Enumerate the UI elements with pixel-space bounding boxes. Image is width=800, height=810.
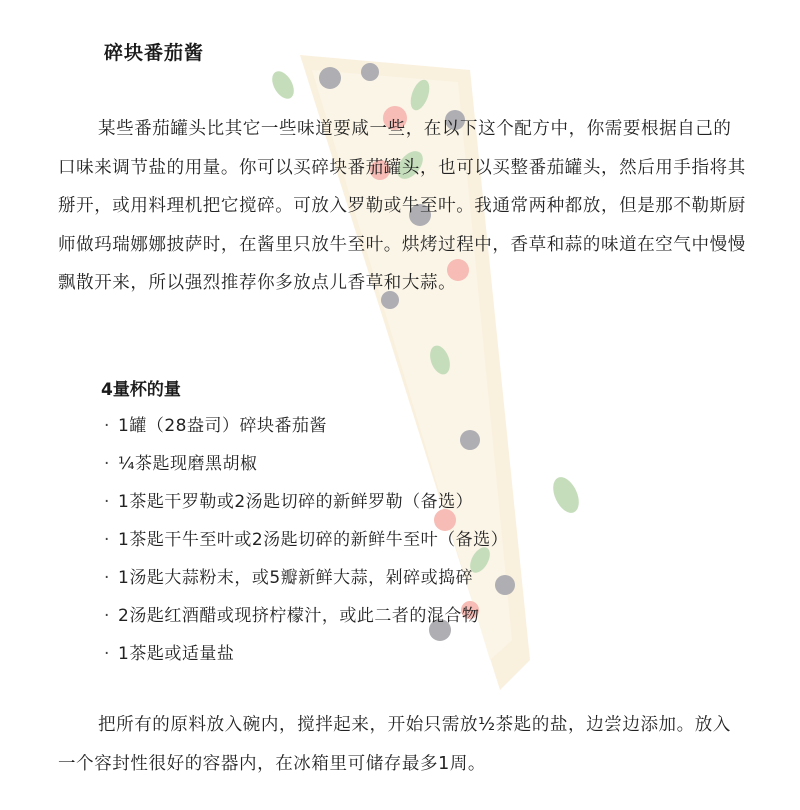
bullet-icon: · <box>104 416 110 436</box>
ingredient-item <box>104 445 508 483</box>
ingredient-text: 2汤匙红酒醋或现挤柠檬汁，或此二者的混合物 <box>118 606 480 626</box>
intro-paragraph: 某些番茄罐头比其它一些味道要咸一些，在以下这个配方中，你需要根据自己的口味来调节盐的用量。你可以买碎块番茄罐头，也可以买整番茄罐头，然后用手指将其掰开，或用料理机把它搅碎。可放入罗勒或牛至叶。我通常两种都放，但是那不勒斯厨师做玛瑞娜娜披萨时，在酱里只放牛至叶。烘烤过程中，香草和蒜的味道在空气中慢慢飘散开来，所以强烈推荐你多放点儿香草和大蒜。 <box>58 119 746 293</box>
ingredient-item <box>104 597 508 635</box>
ingredient-item <box>104 521 508 559</box>
instructions-paragraph: 把所有的原料放入碗内，搅拌起来，开始只需放½茶匙的盐，边尝边添加。放入一个容封性很好的容器内，在冰箱里可储存最多1周。 <box>58 715 731 774</box>
ingredient-item <box>104 559 508 597</box>
bullet-icon: · <box>104 492 110 512</box>
bullet-icon: · <box>104 644 110 664</box>
ingredient-item <box>104 407 508 445</box>
bullet-icon: · <box>104 568 110 588</box>
ingredient-list <box>104 407 508 673</box>
ingredient-text: 1罐（28盎司）碎块番茄酱 <box>118 416 327 436</box>
ingredient-item <box>104 635 508 673</box>
yield-heading: 4量杯的量 <box>101 380 181 400</box>
recipe-title: 碎块番茄酱 <box>104 42 205 64</box>
ingredient-text: 1茶匙或适量盐 <box>118 644 235 664</box>
ingredient-item <box>104 483 508 521</box>
bullet-icon: · <box>104 606 110 626</box>
ingredient-text: 1茶匙干牛至叶或2汤匙切碎的新鲜牛至叶（备选） <box>118 530 509 550</box>
bullet-icon: · <box>104 454 110 474</box>
bullet-icon: · <box>104 530 110 550</box>
ingredient-text: ¼茶匙现磨黑胡椒 <box>118 454 258 474</box>
ingredient-text: 1汤匙大蒜粉末，或5瓣新鲜大蒜，剁碎或捣碎 <box>118 568 474 588</box>
ingredient-text: 1茶匙干罗勒或2汤匙切碎的新鲜罗勒（备选） <box>118 492 474 512</box>
